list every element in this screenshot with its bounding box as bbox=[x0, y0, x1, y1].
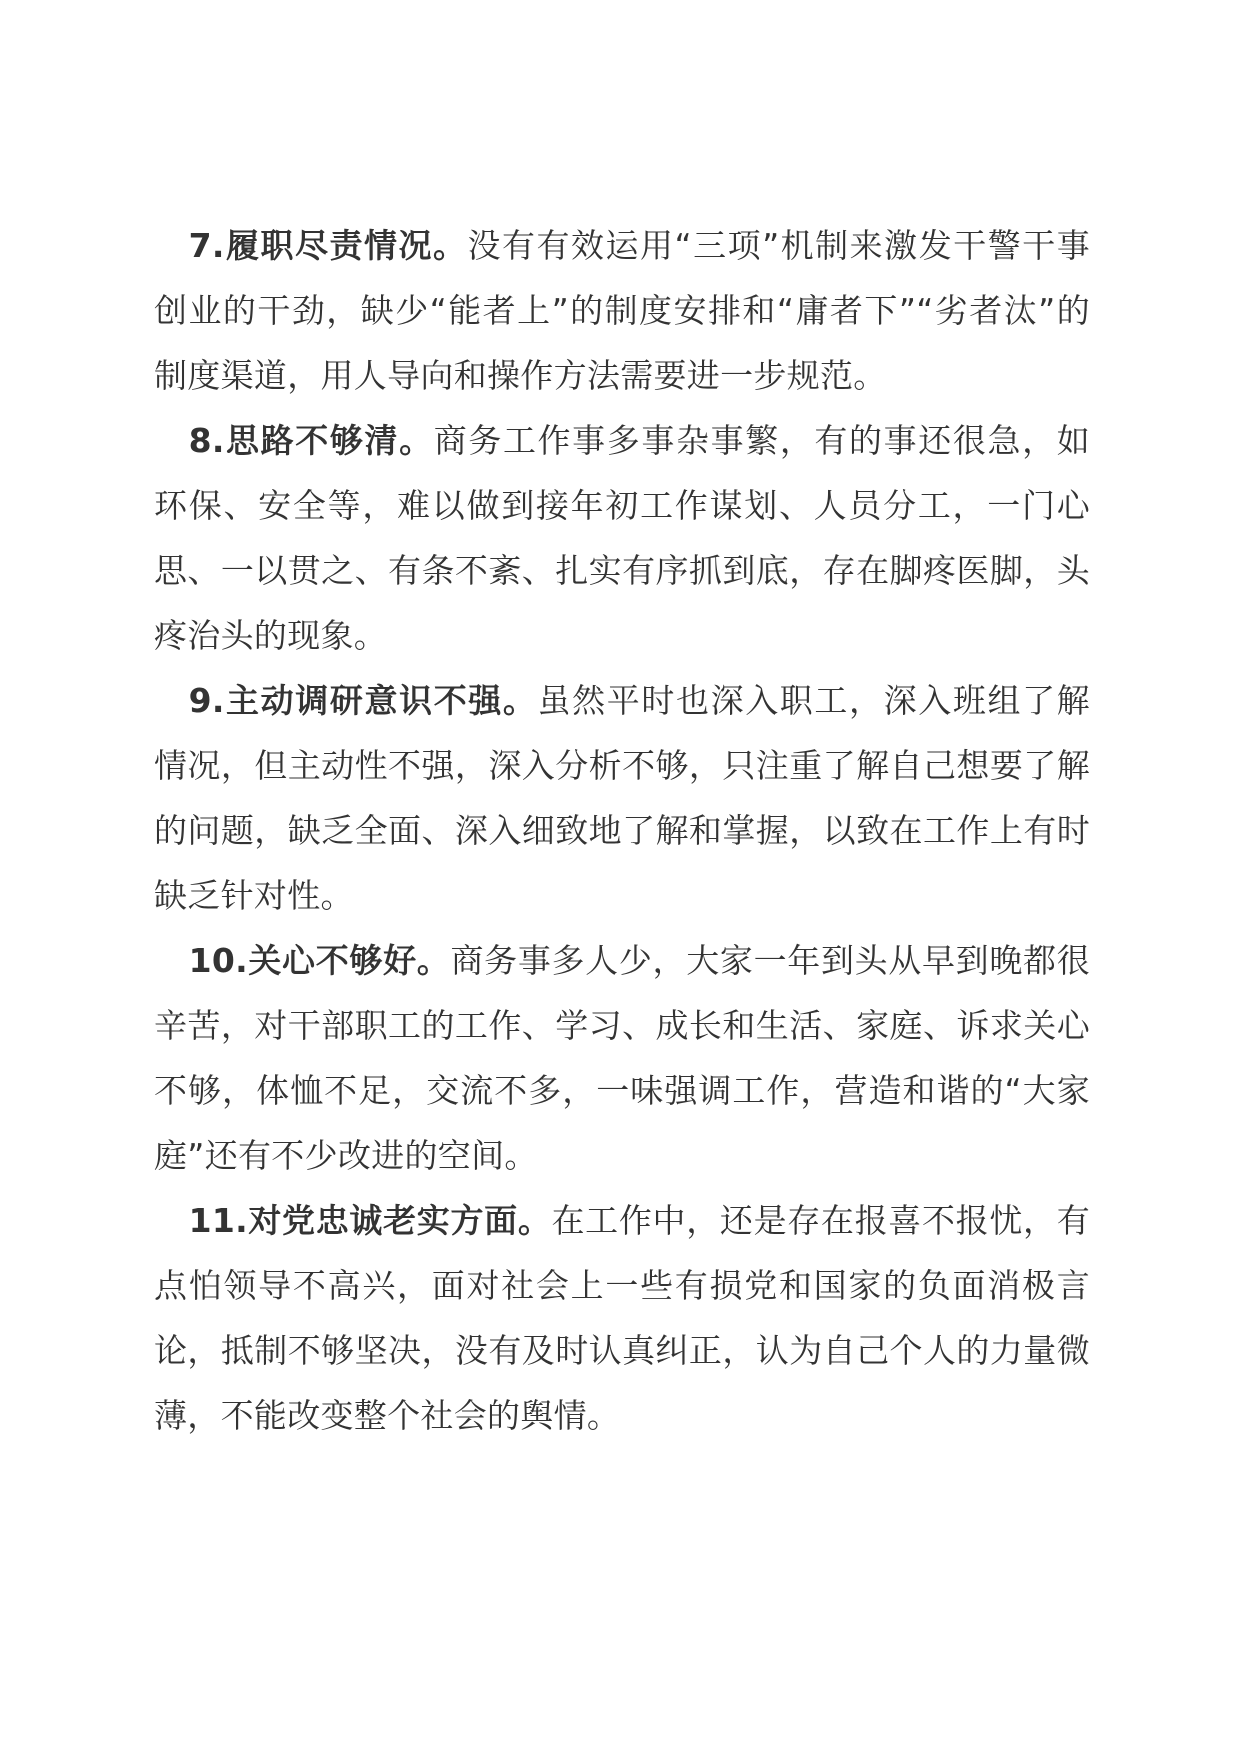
paragraph-9 bbox=[154, 668, 1090, 928]
paragraph-10-body: 商务事多人少，大家一年到头从早到晚都很辛苦，对干部职工的工作、学习、成长和生活、家庭、诉求关心不够，体恤不足，交流不多，一味强调工作，营造和谐的“大家庭”还有不少改进的空间。 bbox=[154, 941, 1090, 1175]
paragraph-8-body: 商务工作事多事杂事繁，有的事还很急，如环保、安全等，难以做到接年初工作谋划、人员分工，一门心思、一以贯之、有条不紊、扎实有序抓到底，存在脚疼医脚，头疼治头的现象。 bbox=[154, 421, 1090, 655]
paragraph-11-body: 在工作中，还是存在报喜不报忧，有点怕领导不高兴，面对社会上一些有损党和国家的负面消极言论，抵制不够坚决，没有及时认真纠正，认为自己个人的力量微薄，不能改变整个社会的舆情。 bbox=[154, 1201, 1090, 1435]
paragraph-7-heading: 7.履职尽责情况。 bbox=[188, 226, 468, 265]
paragraph-11 bbox=[154, 1188, 1090, 1448]
paragraph-10-heading: 10.关心不够好。 bbox=[188, 941, 451, 980]
paragraph-9-heading: 9.主动调研意识不强。 bbox=[188, 681, 538, 720]
paragraph-8 bbox=[154, 408, 1090, 668]
paragraph-11-heading: 11.对党忠诚老实方面。 bbox=[188, 1201, 552, 1240]
paragraph-7-body: 没有有效运用“三项”机制来激发干警干事创业的干劲，缺少“能者上”的制度安排和“庸者下”“劣者汰”的制度渠道，用人导向和操作方法需要进一步规范。 bbox=[154, 226, 1090, 395]
paragraph-8-heading: 8.思路不够清。 bbox=[188, 421, 434, 460]
paragraph-9-body: 虽然平时也深入职工，深入班组了解情况，但主动性不强，深入分析不够，只注重了解自己想要了解的问题，缺乏全面、深入细致地了解和掌握，以致在工作上有时缺乏针对性。 bbox=[154, 681, 1090, 915]
paragraph-7 bbox=[154, 213, 1090, 408]
paragraph-10 bbox=[154, 928, 1090, 1188]
document-page bbox=[154, 213, 1090, 1448]
